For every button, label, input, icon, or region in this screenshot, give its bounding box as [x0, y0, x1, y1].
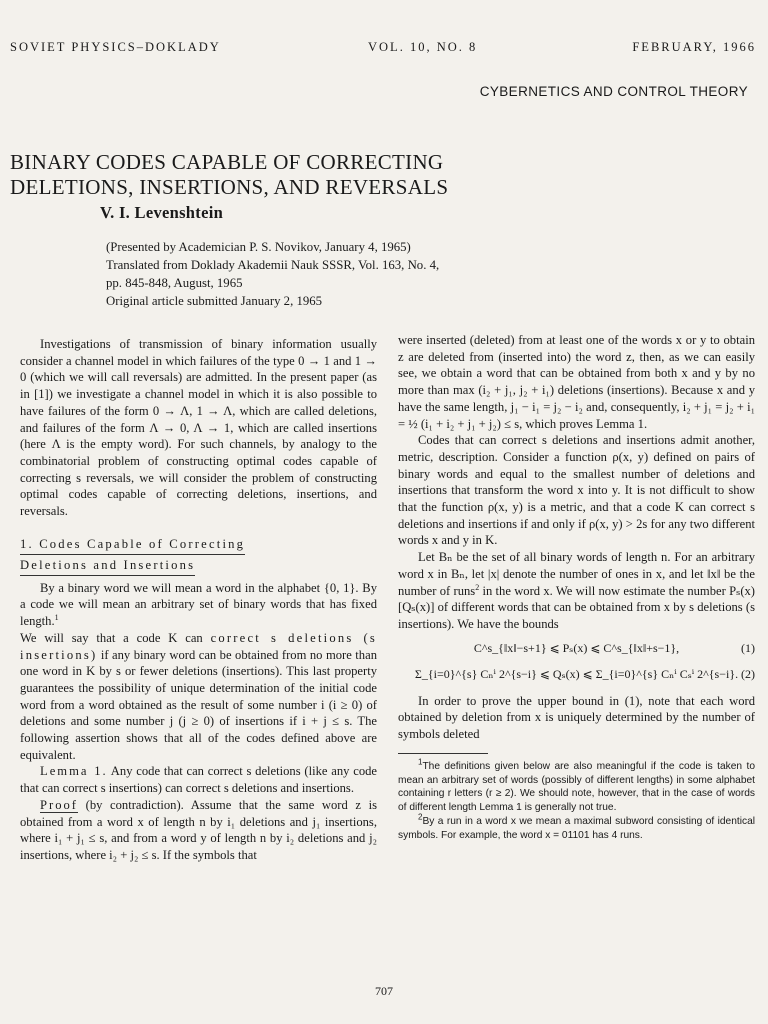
bounds-intro: Let Bₙ be the set of all binary words of length n. For an arbitrary word x in Bₙ, let |x| denote the number of ones in x, and let ‖x‖ be the number of runs$^2$ in the word x. We will now estimate the number Pₛ(x) [Qₛ(x)] of different words that can be obtained from x by s deletions (s insertions). We have the bounds — [398, 550, 755, 631]
equation-1-formula: C^s_{‖x‖−s+1} ⩽ Pₛ(x) ⩽ C^s_{‖x‖+s−1}, — [473, 640, 680, 655]
lemma-1: Lemma 1. Any code that can correct s deletions (like any code that can correct s insertions) can correct s deletions and insertions. — [20, 764, 378, 796]
article-title — [10, 150, 448, 200]
proof-continuation: were inserted (deleted) from at least one of the words x or y to obtain z are deleted from (inserted into) the word z, then, as we can easily see, we obtain a word that can be obtained from both x and y by no more than max (i₂ + j₁, j₂ + i₁) deletions (insertions). Because x and y have the same length, j₁ − i₁ = j₂ − i₂ and, consequently, i₂ + j₁ = j₂ + i₁ = ½ (i₁ + i₂ + j₁ + j₂) ≤ s, which proves Lemma 1. — [398, 333, 755, 431]
proof-paragraph: Proof (by contradiction). Assume that the same word z is obtained from a word x of length n by i₁ deletions and j₁ insertions, where i₁ + j₁ ≤ s, and from a word y of length n by i₂ deletions and j₂ insertions, where i₂ + j₂ ≤ s. If the symbols that — [20, 797, 377, 862]
page-number: 707 — [375, 984, 393, 998]
proof-label: Proof — [40, 797, 78, 812]
section-1-heading-line-1: 1. Codes Capable of Correcting — [20, 534, 245, 555]
footnote-ref-1: 1 — [54, 612, 59, 622]
translation-source: Translated from Doklady Akademii Nauk SSSR, Vol. 163, No. 4, — [106, 258, 440, 272]
footnote-1-mark: 1 — [418, 757, 423, 767]
footnote-2: $^2$By a run in a word x we mean a maximal subword consisting of identical symbols. For example, the word x = 01101 has 4 runs. — [398, 812, 755, 841]
equation-2-number: (2) — [741, 666, 755, 681]
lemma-label: Lemma 1. — [40, 764, 108, 779]
intro-paragraph: Investigations of transmission of binary information usually consider a channel model in which failures of the type 0 → 1 and 1 → 0 (which we will call reversals) are admitted. In the present paper (as in [1]) we investigate a channel model in which it is also possible to have failures of the form 0 → Λ, 1 → Λ, which are called deletions, and failures of the form Λ → 0, Λ → 1, which are called insertions (here Λ is the empty word). For such channels, by analogy to the combinatorial problem of constructing optimal codes capable of correcting s reversals, we will consider the problem of constructing optimal codes capable of correcting deletions, insertions, and reversals. — [20, 337, 377, 519]
equation-1-number: (1) — [741, 640, 755, 655]
equation-2 — [398, 663, 755, 685]
left-column — [20, 336, 377, 864]
issue-date: FEBRUARY, 1966 — [632, 40, 756, 54]
section-1-heading — [20, 534, 377, 576]
footnote-divider — [398, 753, 488, 754]
footnote-2-mark: 2 — [418, 812, 423, 822]
code-correction-definition: We will say that a code K can correct s deletions (s insertions) if any binary word can be obtained from no more than one word in K by s or fewer deletions (insertions). This last property guarantees the possibility of unique determination of the initial code word from a word obtained as the result of some number i (i ≥ 0) of deletions and some number j (j ≥ 0) of insertions if i + j ≤ s. The following assertion shows that all of the codes defined above are equivalent. — [20, 630, 377, 762]
publication-info — [106, 238, 606, 310]
author-name: V. I. Levenshtein — [100, 203, 224, 222]
presented-by: (Presented by Academician P. S. Novikov, January 4, 1965) — [106, 240, 411, 254]
journal-name: SOVIET PHYSICS–DOKLADY — [10, 40, 221, 54]
spaced-term: correct s deletions (s insertions) — [20, 630, 377, 662]
page-range: pp. 845-848, August, 1965 — [106, 276, 243, 290]
footnote-1: $^1$The definitions given below are also meaningful if the code is taken to mean an arbitrary set of words (possibly of different lengths) in some alphabet containing r letters (r ≥ 2). We should note, however, that in the case of words of different length Lemma 1 is generally not true. — [398, 757, 755, 814]
equation-2-formula: Σ_{i=0}^{s} Cₙⁱ 2^{s−i} ⩽ Qₛ(x) ⩽ Σ_{i=0}^{s} Cₙⁱ Cₛⁱ 2^{s−i}. — [414, 666, 739, 681]
section-1-heading-line-2: Deletions and Insertions — [20, 555, 195, 576]
volume-number: VOL. 10, NO. 8 — [368, 40, 478, 54]
submission-date: Original article submitted January 2, 1965 — [106, 294, 323, 308]
upper-bound-paragraph: In order to prove the upper bound in (1), note that each word obtained by deletion from x is uniquely determined by the number of symbols deleted — [398, 693, 755, 742]
title-line-1: BINARY CODES CAPABLE OF CORRECTING — [10, 150, 444, 174]
metric-description: Codes that can correct s deletions and insertions admit another, metric, description. Consider a function ρ(x, y) defined on pairs of binary words and equal to the smallest number of deletions and insertions that transform the word x into y. It is not difficult to show that the function ρ(x, y) is a metric, and that a code K can correct s deletions and insertions if and only if ρ(x, y) > 2s for any two different words x and y in K. — [398, 433, 755, 548]
footnote-ref-2: 2 — [475, 582, 480, 592]
equation-1 — [398, 637, 755, 659]
section-heading: CYBERNETICS AND CONTROL THEORY — [479, 84, 748, 99]
title-line-2: DELETIONS, INSERTIONS, AND REVERSALS — [10, 175, 449, 199]
binary-word-definition: By a binary word we will mean a word in the alphabet {0, 1}. By a code we will mean an arbitrary set of binary words that has fixed length.$^1$ — [20, 580, 377, 629]
running-header — [0, 40, 768, 58]
right-column — [398, 332, 755, 843]
